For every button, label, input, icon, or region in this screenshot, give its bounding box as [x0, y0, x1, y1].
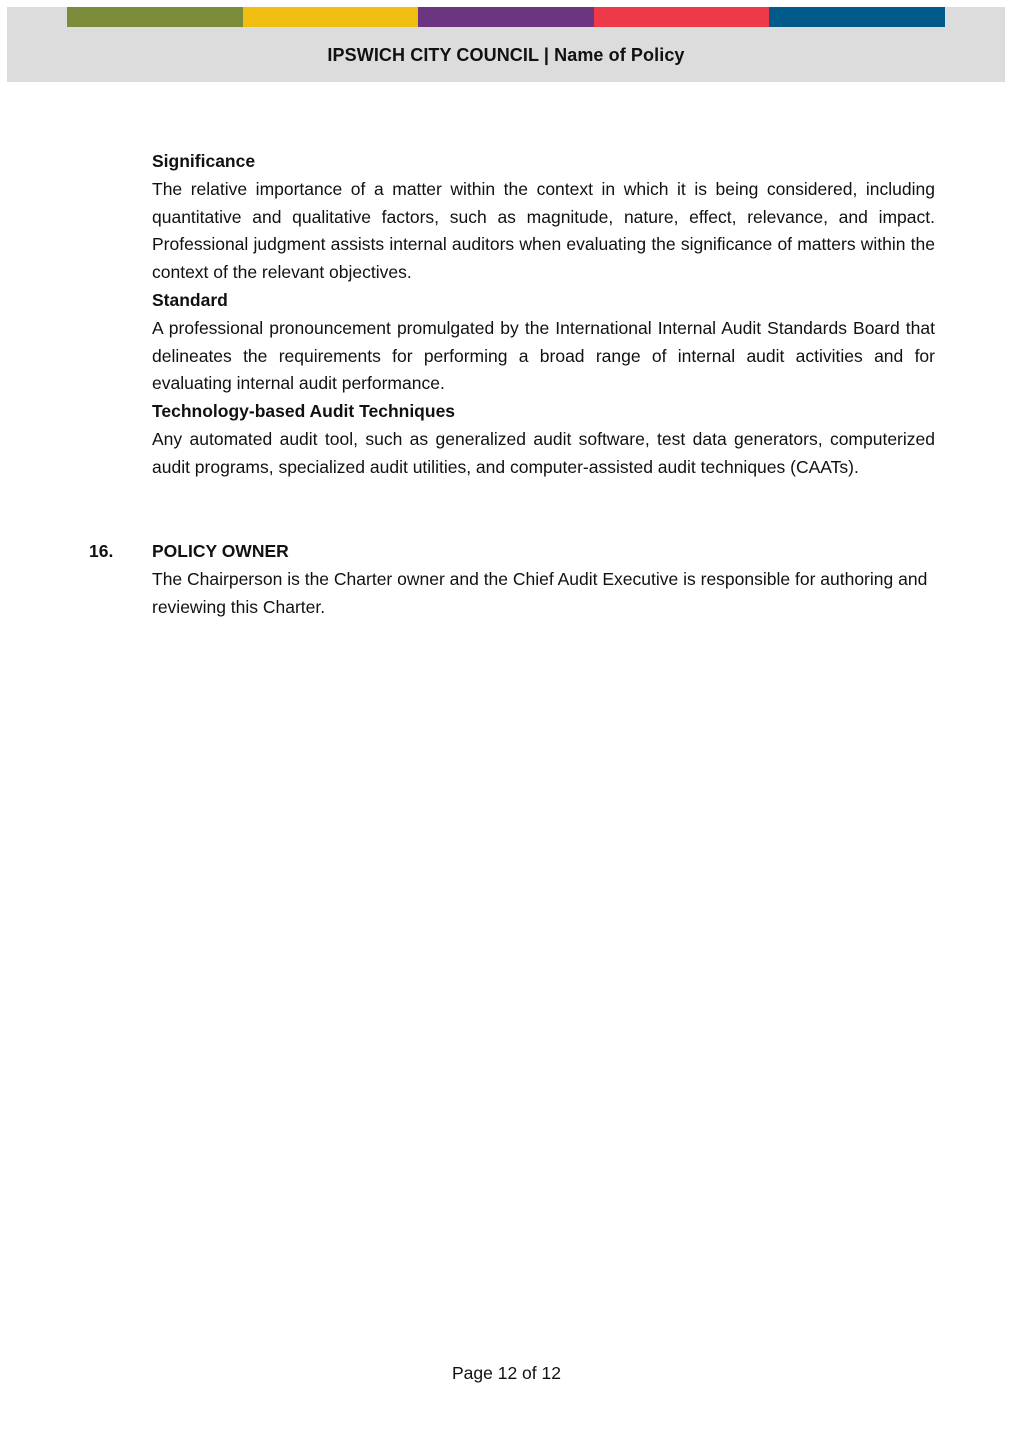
header-color-stripe [67, 7, 945, 27]
definition-term: Technology-based Audit Techniques [152, 401, 456, 422]
stripe-segment-yellow [243, 7, 419, 27]
stripe-segment-green [67, 7, 243, 27]
definitions-list [152, 148, 935, 482]
page-header [7, 7, 1005, 82]
section-heading-row [89, 538, 935, 566]
section-heading: POLICY OWNER [152, 541, 289, 561]
stripe-segment-blue [769, 7, 945, 27]
stripe-segment-purple [418, 7, 594, 27]
definition-text: The relative importance of a matter within the context in which it is being considered, including quantitative and qualitative factors, such as magnitude, nature, effect, relevance, and impact. Professional judgment assists internal auditors when evaluating the significance of matters within the context of the relevant objectives. [152, 178, 935, 283]
page-number: Page 12 of 12 [452, 1363, 561, 1383]
definition-term: Standard [152, 289, 228, 310]
definition-term: Significance [152, 151, 256, 171]
header-title: IPSWICH CITY COUNCIL | Name of Policy [327, 45, 685, 65]
section-number: 16. [89, 541, 114, 561]
definition-text: A professional pronouncement promulgated by the International Internal Audit Standards Board that delineates the requirements for performing a broad range of internal audit activities and for evaluating internal audit performance. [152, 317, 935, 394]
section-policy-owner [89, 538, 935, 621]
section-body: The Chairperson is the Charter owner and the Chief Audit Executive is responsible for authoring and reviewing this Charter. [152, 568, 928, 617]
stripe-segment-red [594, 7, 770, 27]
definition-text: Any automated audit tool, such as generalized audit software, test data generators, computerized audit programs, specialized audit utilities, and computer-assisted audit techniques (CAATs). [152, 428, 935, 477]
